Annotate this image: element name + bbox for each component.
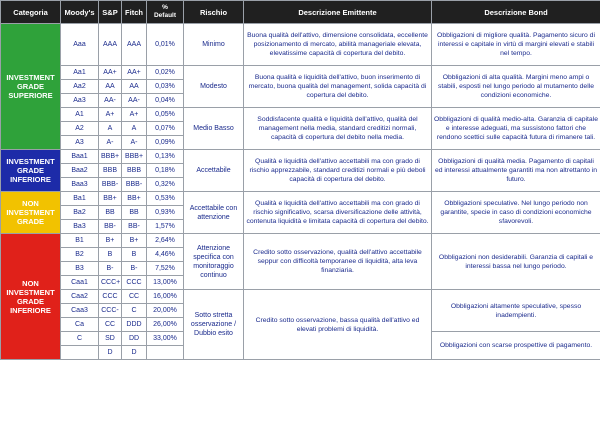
sp-rating: BBB+ bbox=[99, 150, 122, 164]
moodys-rating: A3 bbox=[61, 136, 99, 150]
fitch-rating: AAA bbox=[122, 24, 147, 66]
fitch-rating: AA- bbox=[122, 94, 147, 108]
sp-rating: CC bbox=[99, 318, 122, 332]
default-rate: 0,02% bbox=[147, 66, 184, 80]
fitch-rating: AA+ bbox=[122, 66, 147, 80]
fitch-rating: BB+ bbox=[122, 192, 147, 206]
fitch-rating: BBB+ bbox=[122, 150, 147, 164]
default-rate: 0,18% bbox=[147, 164, 184, 178]
moodys-rating bbox=[61, 346, 99, 360]
bond-description: Obbligazioni di alta qualità. Margini meno ampi o stabili, esposti nel lungo periodo al mutamento delle condizioni economiche. bbox=[432, 66, 600, 108]
default-rate: 13,00% bbox=[147, 276, 184, 290]
moodys-rating: Ba1 bbox=[61, 192, 99, 206]
fitch-rating: AA bbox=[122, 80, 147, 94]
fitch-rating: A bbox=[122, 122, 147, 136]
moodys-rating: Caa2 bbox=[61, 290, 99, 304]
issuer-description: Buona qualità dell'attivo, dimensione consolidata, eccellente posizionamento di mercato, abilità manageriale elevata, elevatissime capacità di copertura del debito. bbox=[244, 24, 432, 66]
sp-rating: CCC bbox=[99, 290, 122, 304]
default-rate: 1,57% bbox=[147, 220, 184, 234]
sp-rating: A bbox=[99, 122, 122, 136]
bond-description: Obbligazioni non desiderabili. Garanzia di capitali e interessi bassa nel lungo periodo. bbox=[432, 234, 600, 290]
risk-level: Minimo bbox=[184, 24, 244, 66]
bond-description: Obbligazioni di qualità medio-alta. Garanzia di capitale e interesse adeguati, ma sussistono fattori che rendono scettici sulle capacità futura di rimanere tali. bbox=[432, 108, 600, 150]
moodys-rating: Baa2 bbox=[61, 164, 99, 178]
table-row bbox=[1, 192, 600, 206]
moodys-rating: C bbox=[61, 332, 99, 346]
sp-rating: B- bbox=[99, 262, 122, 276]
fitch-rating: A- bbox=[122, 136, 147, 150]
fitch-rating: BBB- bbox=[122, 178, 147, 192]
sp-rating: AA- bbox=[99, 94, 122, 108]
moodys-rating: Baa1 bbox=[61, 150, 99, 164]
default-rate: 7,52% bbox=[147, 262, 184, 276]
default-rate: 2,64% bbox=[147, 234, 184, 248]
sp-rating: SD bbox=[99, 332, 122, 346]
sp-rating: BB bbox=[99, 206, 122, 220]
sp-rating: AAA bbox=[99, 24, 122, 66]
default-rate: 0,05% bbox=[147, 108, 184, 122]
fitch-rating: B- bbox=[122, 262, 147, 276]
sp-rating: B bbox=[99, 248, 122, 262]
default-rate: 0,01% bbox=[147, 24, 184, 66]
moodys-rating: Ca bbox=[61, 318, 99, 332]
risk-level: Accettabile bbox=[184, 150, 244, 192]
header-risk: Rischio bbox=[184, 1, 244, 24]
default-rate: 0,09% bbox=[147, 136, 184, 150]
fitch-rating: BBB bbox=[122, 164, 147, 178]
header-issuer: Descrizione Emittente bbox=[244, 1, 432, 24]
moodys-rating: Ba3 bbox=[61, 220, 99, 234]
table-row bbox=[1, 66, 600, 80]
moodys-rating: B3 bbox=[61, 262, 99, 276]
default-rate: 4,46% bbox=[147, 248, 184, 262]
bond-description: Obbligazioni altamente speculative, spesso inadempienti. bbox=[432, 290, 600, 332]
moodys-rating: Aa2 bbox=[61, 80, 99, 94]
table-row bbox=[1, 108, 600, 122]
fitch-rating: DD bbox=[122, 332, 147, 346]
fitch-rating: CC bbox=[122, 290, 147, 304]
issuer-description: Qualità e liquidità dell'attivo accettabili ma con grado di rischio apprezzabile, standard creditizi normali e più deboli capacità di copertura del debito. bbox=[244, 150, 432, 192]
moodys-rating: Baa3 bbox=[61, 178, 99, 192]
default-rate: 0,53% bbox=[147, 192, 184, 206]
moodys-rating: Aaa bbox=[61, 24, 99, 66]
sp-rating: A- bbox=[99, 136, 122, 150]
header-fitch: Fitch bbox=[122, 1, 147, 24]
moodys-rating: Ba2 bbox=[61, 206, 99, 220]
default-rate: 0,32% bbox=[147, 178, 184, 192]
moodys-rating: Aa3 bbox=[61, 94, 99, 108]
default-rate: 20,00% bbox=[147, 304, 184, 318]
fitch-rating: BB bbox=[122, 206, 147, 220]
table-header bbox=[1, 1, 600, 24]
moodys-rating: Caa3 bbox=[61, 304, 99, 318]
table-row bbox=[1, 24, 600, 66]
sp-rating: CCC- bbox=[99, 304, 122, 318]
fitch-rating: BB- bbox=[122, 220, 147, 234]
default-rate: 0,13% bbox=[147, 150, 184, 164]
issuer-description: Credito sotto osservazione, bassa qualità dell'attivo ed elevati problemi di liquidità. bbox=[244, 290, 432, 360]
issuer-description: Buona qualità e liquidità dell'attivo, buon inserimento di mercato, buona qualità del management, solida capacità di copertura del debito. bbox=[244, 66, 432, 108]
issuer-description: Soddisfacente qualità e liquidità dell'attivo, qualità del management nella media, standard creditizi normali, capacità di copertura del debito nella media. bbox=[244, 108, 432, 150]
bond-description: Obbligazioni di migliore qualità. Pagamento sicuro di interessi e capitale in virtù di margini elevati e stabili nel tempo. bbox=[432, 24, 600, 66]
fitch-rating: D bbox=[122, 346, 147, 360]
sp-rating: BBB- bbox=[99, 178, 122, 192]
header-bond: Descrizione Bond bbox=[432, 1, 600, 24]
header-moodys: Moody's bbox=[61, 1, 99, 24]
sp-rating: BB- bbox=[99, 220, 122, 234]
risk-level: Modesto bbox=[184, 66, 244, 108]
table-row bbox=[1, 150, 600, 164]
default-rate: 0,07% bbox=[147, 122, 184, 136]
header-default: % Default bbox=[147, 1, 184, 24]
risk-level: Sotto stretta osservazione / Dubbio esito bbox=[184, 290, 244, 360]
default-rate: 26,00% bbox=[147, 318, 184, 332]
sp-rating: CCC+ bbox=[99, 276, 122, 290]
fitch-rating: A+ bbox=[122, 108, 147, 122]
fitch-rating: B+ bbox=[122, 234, 147, 248]
category-investment-grade-inferiore: INVESTMENT GRADE INFERIORE bbox=[1, 150, 61, 192]
bond-description: Obbligazioni con scarse prospettive di pagamento. bbox=[432, 332, 600, 360]
moodys-rating: Caa1 bbox=[61, 276, 99, 290]
sp-rating: D bbox=[99, 346, 122, 360]
risk-level: Attenzione specifica con monitoraggio continuo bbox=[184, 234, 244, 290]
fitch-rating: DDD bbox=[122, 318, 147, 332]
default-rate: 0,03% bbox=[147, 80, 184, 94]
header-sp: S&P bbox=[99, 1, 122, 24]
category-non-investment-grade-inferiore: NON INVESTMENT GRADE INFERIORE bbox=[1, 234, 61, 360]
moodys-rating: A2 bbox=[61, 122, 99, 136]
moodys-rating: A1 bbox=[61, 108, 99, 122]
default-rate: 16,00% bbox=[147, 290, 184, 304]
category-non-investment-grade: NON INVESTMENT GRADE bbox=[1, 192, 61, 234]
table-row bbox=[1, 290, 600, 304]
risk-level: Medio Basso bbox=[184, 108, 244, 150]
sp-rating: B+ bbox=[99, 234, 122, 248]
default-rate bbox=[147, 346, 184, 360]
moodys-rating: Aa1 bbox=[61, 66, 99, 80]
issuer-description: Qualità e liquidità dell'attivo accettabili ma con grado di rischio significativo, scarsa diversificazione delle attività, contenuta liquidità e limitata capacità di copertura del debito. bbox=[244, 192, 432, 234]
fitch-rating: B bbox=[122, 248, 147, 262]
header-category: Categoria bbox=[1, 1, 61, 24]
fitch-rating: C bbox=[122, 304, 147, 318]
category-investment-grade-superiore: INVESTMENT GRADE SUPERIORE bbox=[1, 24, 61, 150]
sp-rating: AA+ bbox=[99, 66, 122, 80]
sp-rating: AA bbox=[99, 80, 122, 94]
fitch-rating: CCC bbox=[122, 276, 147, 290]
sp-rating: A+ bbox=[99, 108, 122, 122]
default-rate: 0,04% bbox=[147, 94, 184, 108]
risk-level: Accettabile con attenzione bbox=[184, 192, 244, 234]
sp-rating: BBB bbox=[99, 164, 122, 178]
moodys-rating: B2 bbox=[61, 248, 99, 262]
bond-description: Obbligazioni di qualità media. Pagamento di capitali ed interessi attualmente garantiti ma non altrettanto in futuro. bbox=[432, 150, 600, 192]
default-rate: 0,93% bbox=[147, 206, 184, 220]
default-rate: 33,00% bbox=[147, 332, 184, 346]
sp-rating: BB+ bbox=[99, 192, 122, 206]
moodys-rating: B1 bbox=[61, 234, 99, 248]
table-row bbox=[1, 234, 600, 248]
bond-description: Obbligazioni speculative. Nel lungo periodo non garantite, specie in caso di condizioni economiche sfavorevoli. bbox=[432, 192, 600, 234]
issuer-description: Credito sotto osservazione, qualità dell'attivo accettabile seppur con difficoltà temporanee di liquidità, alta leva finanziaria. bbox=[244, 234, 432, 290]
